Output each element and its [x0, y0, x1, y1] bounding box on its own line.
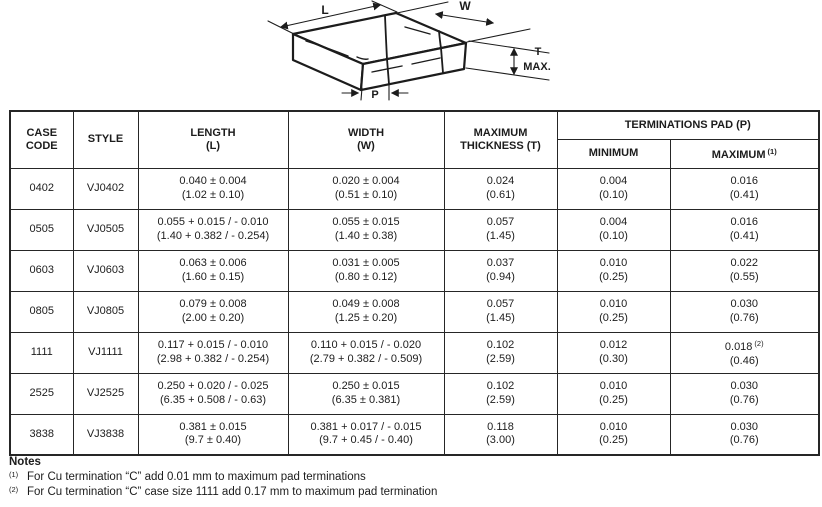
value-mm: (1.45): [486, 229, 515, 242]
footnote-ref-2: (2): [754, 339, 764, 348]
cell-max-thickness: [444, 373, 557, 414]
cell-style: VJ0805: [73, 291, 138, 332]
value-mm: (1.25 ± 0.20): [334, 311, 398, 324]
width-dimension-label: W: [459, 0, 471, 13]
cell-pad-maximum: [670, 291, 819, 332]
value-mm: (1.40 + 0.382 / - 0.254): [156, 229, 270, 242]
cell-width: [288, 291, 444, 332]
cell-case-code: 0402: [10, 168, 73, 209]
value-inches: 0.010: [599, 420, 628, 433]
footnote-2-text: For Cu termination “C” case size 1111 add 0.17 mm to maximum pad termination: [27, 486, 438, 498]
value-mm: (6.35 + 0.508 / - 0.63): [159, 393, 267, 406]
value-mm: (1.60 ± 0.15): [181, 270, 245, 283]
cell-max-thickness: [444, 332, 557, 373]
value-mm: (2.79 + 0.382 / - 0.509): [309, 352, 423, 365]
header-row-1: [10, 111, 819, 139]
cell-width: [288, 250, 444, 291]
cell-pad-maximum: [670, 332, 819, 373]
value-inches: 0.117 + 0.015 / - 0.010: [157, 339, 269, 351]
footnote-2-marker: (2): [9, 485, 19, 494]
cell-pad-minimum: [557, 250, 670, 291]
value-inches: 0.040 ± 0.004: [179, 175, 247, 187]
cell-pad-minimum: [557, 373, 670, 414]
value-inches: [671, 337, 819, 355]
cell-length: [138, 373, 288, 414]
value-inches: 0.010: [599, 380, 628, 392]
table-row: [10, 209, 819, 250]
value-mm: (0.76): [729, 434, 759, 447]
cell-pad-minimum: [557, 414, 670, 455]
value-mm: (2.59): [486, 352, 515, 365]
cell-style: VJ0402: [73, 168, 138, 209]
value-mm: (0.76): [729, 393, 759, 406]
notes-section: [9, 456, 437, 498]
width-extension-line-2: [467, 29, 530, 42]
value-inches: 0.063 ± 0.006: [179, 257, 247, 269]
value-mm: (0.61): [486, 188, 515, 201]
cell-pad-maximum: [670, 250, 819, 291]
cell-max-thickness: [444, 250, 557, 291]
value-inches: 0.004: [599, 175, 628, 187]
value-inches: 0.118: [487, 420, 514, 433]
header-terminations-pad: TERMINATIONS PAD (P): [557, 111, 819, 139]
header-style: STYLE: [73, 111, 138, 168]
value-inches: 0.055 ± 0.015: [332, 216, 400, 228]
cell-width: [288, 332, 444, 373]
cell-width: [288, 168, 444, 209]
value-mm: (9.7 ± 0.40): [184, 434, 242, 447]
value-mm: (0.41): [729, 229, 759, 242]
cell-width: [288, 373, 444, 414]
value-inches: 0.024: [486, 175, 515, 187]
value-mm: (2.59): [486, 393, 515, 406]
cell-width: [288, 209, 444, 250]
value-mm: (6.35 ± 0.381): [331, 393, 401, 406]
value-mm: (1.45): [486, 311, 515, 324]
header-line: WIDTH: [347, 126, 385, 139]
value-inches: 0.016: [730, 216, 759, 228]
footnote-2: [9, 485, 437, 498]
table-row: [10, 291, 819, 332]
header-width: [288, 111, 444, 168]
header-line: (L): [205, 139, 221, 152]
cell-pad-minimum: [557, 168, 670, 209]
cell-pad-maximum: [670, 373, 819, 414]
width-extension-line-1: [397, 2, 448, 13]
value-mm: (0.51 ± 0.10): [334, 188, 398, 201]
cell-case-code: 2525: [10, 373, 73, 414]
value-inches: 0.102: [486, 339, 515, 351]
footnote-1: [9, 470, 437, 483]
value-text: 0.018: [724, 341, 753, 353]
header-minimum: MINIMUM: [557, 139, 670, 168]
value-mm: (0.25): [599, 311, 628, 324]
header-length: [138, 111, 288, 168]
value-inches: 0.010: [599, 298, 628, 310]
cell-max-thickness: [444, 414, 557, 455]
cell-pad-minimum: [557, 291, 670, 332]
value-mm: (1.40 ± 0.38): [334, 229, 398, 242]
value-mm: (0.94): [486, 270, 515, 283]
value-inches: 0.030: [730, 298, 759, 310]
value-inches: 0.250 ± 0.015: [332, 380, 400, 392]
value-mm: (9.7 + 0.45 / - 0.40): [319, 434, 413, 447]
cell-style: VJ0505: [73, 209, 138, 250]
notes-title: Notes: [9, 456, 41, 468]
header-line: THICKNESS (T): [460, 139, 541, 152]
table-row: [10, 250, 819, 291]
length-dimension-label: L: [321, 3, 329, 17]
value-inches: 0.020 ± 0.004: [332, 175, 400, 187]
thickness-dimension-label: T: [534, 46, 542, 58]
value-inches: 0.030: [730, 380, 759, 392]
table-row: [10, 168, 819, 209]
cell-length: [138, 291, 288, 332]
value-inches: 0.022: [730, 257, 759, 269]
cell-pad-maximum: [670, 168, 819, 209]
cell-style: VJ1111: [73, 332, 138, 373]
value-inches: 0.037: [486, 257, 515, 269]
value-inches: 0.031 ± 0.005: [332, 257, 400, 269]
header-line: CODE: [25, 139, 58, 152]
value-mm: (0.10): [599, 188, 628, 201]
value-mm: (2.00 ± 0.20): [181, 311, 245, 324]
header-case-code: [10, 111, 73, 168]
footnote-1-text: For Cu termination “C” add 0.01 mm to maximum pad terminations: [27, 471, 366, 483]
chip-body: [293, 13, 466, 90]
header-maximum-text: MAXIMUM: [711, 149, 766, 161]
cell-case-code: 3838: [10, 414, 73, 455]
value-inches: 0.030: [730, 420, 759, 433]
width-arrow: [436, 14, 493, 23]
cell-style: VJ0603: [73, 250, 138, 291]
value-inches: 0.012: [599, 339, 628, 351]
cell-max-thickness: [444, 168, 557, 209]
value-inches: 0.049 ± 0.008: [332, 298, 400, 310]
value-inches: 0.250 + 0.020 / - 0.025: [157, 380, 269, 392]
value-inches: 0.057: [486, 216, 515, 228]
value-inches: 0.110 + 0.015 / - 0.020: [310, 339, 422, 351]
value-mm: (0.25): [599, 434, 628, 447]
header-line: LENGTH: [190, 126, 236, 139]
pad-dimension-label: P: [371, 89, 379, 101]
header-line: CASE: [26, 126, 58, 139]
table-header: [10, 111, 819, 168]
header-line: MAXIMUM: [473, 126, 528, 139]
value-mm: (0.25): [599, 270, 628, 283]
table-row: [10, 373, 819, 414]
header-max-thickness: [444, 111, 557, 168]
cell-case-code: 1111: [10, 332, 73, 373]
cell-case-code: 0505: [10, 209, 73, 250]
table-row: [10, 414, 819, 455]
value-mm: (0.30): [599, 352, 628, 365]
header-maximum: [670, 139, 819, 168]
value-inches: 0.010: [599, 257, 628, 269]
cell-max-thickness: [444, 291, 557, 332]
value-inches: 0.055 + 0.015 / - 0.010: [157, 216, 269, 228]
chip-dimension-diagram: [0, 0, 822, 108]
value-inches: 0.102: [486, 380, 515, 392]
footnote-ref-1: (1): [767, 147, 777, 156]
cell-max-thickness: [444, 209, 557, 250]
value-inches: 0.057: [486, 298, 515, 310]
table-body: [10, 168, 819, 455]
cell-pad-maximum: [670, 414, 819, 455]
cell-style: VJ2525: [73, 373, 138, 414]
value-mm: (0.46): [729, 354, 759, 367]
value-mm: (0.10): [599, 229, 628, 242]
header-line: (W): [357, 139, 375, 152]
value-inches: 0.016: [730, 175, 759, 187]
value-mm: (1.02 ± 0.10): [181, 188, 245, 201]
cell-case-code: 0805: [10, 291, 73, 332]
footnote-1-marker: (1): [9, 470, 19, 479]
value-mm: (0.55): [729, 270, 759, 283]
thickness-max-label: MAX.: [523, 61, 551, 73]
value-mm: (0.25): [599, 393, 628, 406]
value-inches: 0.004: [599, 216, 628, 228]
cell-case-code: 0603: [10, 250, 73, 291]
cell-width: [288, 414, 444, 455]
value-mm: (0.76): [729, 311, 759, 324]
cell-length: [138, 414, 288, 455]
value-mm: (0.41): [729, 188, 759, 201]
value-inches: 0.381 + 0.017 / - 0.015: [310, 420, 422, 433]
cell-pad-minimum: [557, 209, 670, 250]
cell-style: VJ3838: [73, 414, 138, 455]
cell-length: [138, 209, 288, 250]
dimensions-table: [9, 110, 820, 456]
table-row: [10, 332, 819, 373]
cell-length: [138, 332, 288, 373]
cell-pad-minimum: [557, 332, 670, 373]
cell-length: [138, 168, 288, 209]
value-inches: 0.079 ± 0.008: [179, 298, 247, 310]
value-mm: (3.00): [486, 434, 515, 447]
value-inches: 0.381 ± 0.015: [179, 420, 247, 433]
value-mm: (0.80 ± 0.12): [334, 270, 398, 283]
value-mm: (2.98 + 0.382 / - 0.254): [156, 352, 270, 365]
cell-length: [138, 250, 288, 291]
cell-pad-maximum: [670, 209, 819, 250]
